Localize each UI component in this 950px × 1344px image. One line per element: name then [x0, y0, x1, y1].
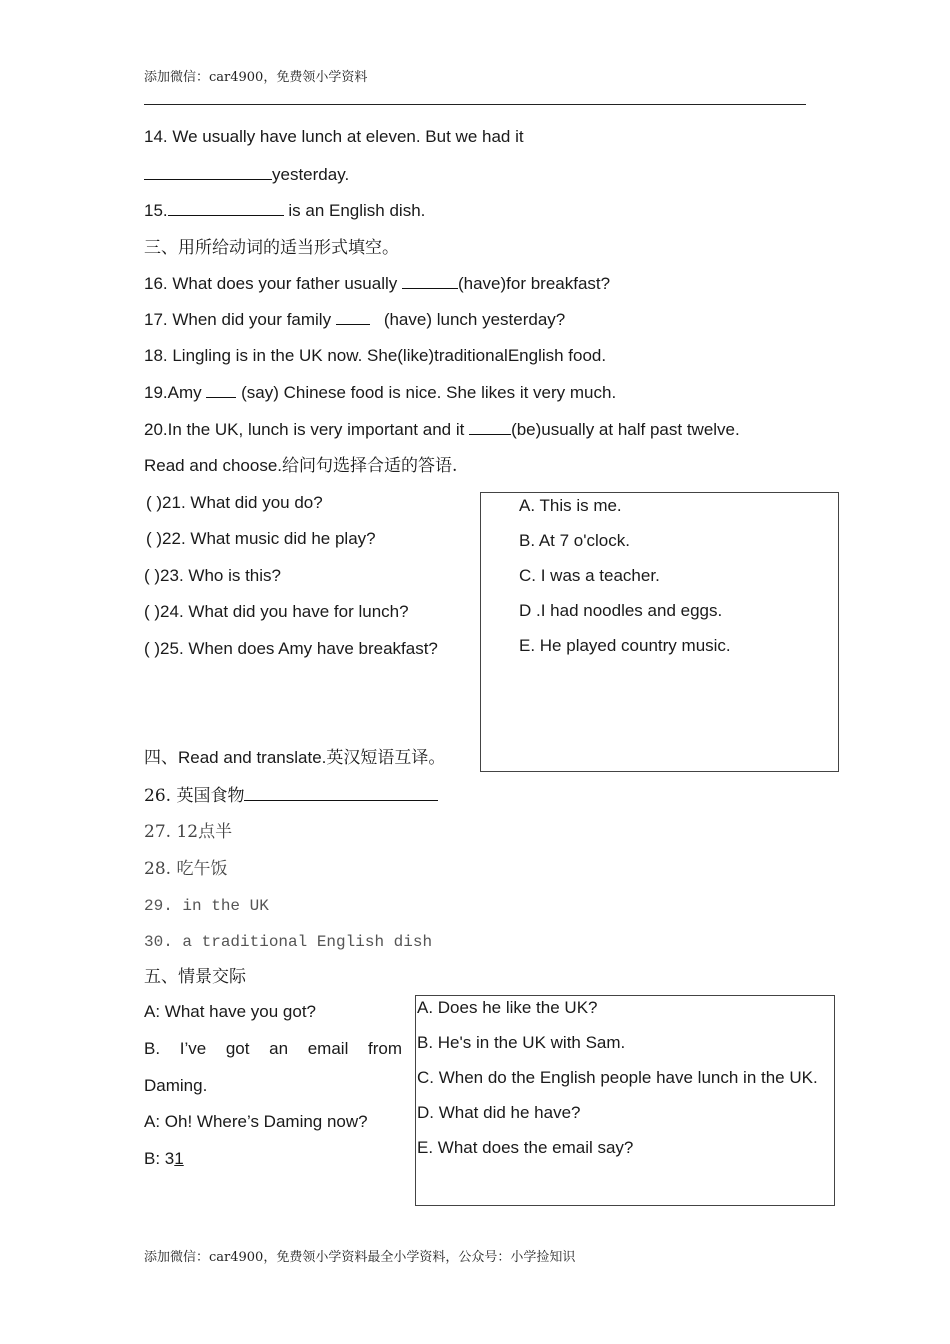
answer-option-b: B. At 7 o'clock.: [519, 531, 630, 550]
answer-blank-16[interactable]: [402, 272, 458, 289]
section-4-title: 四、Read and translate.英汉短语互译。: [144, 748, 446, 768]
question-21: ( )21. What did you do?: [146, 493, 323, 512]
question-23: ( )23. Who is this?: [144, 566, 281, 585]
dialogue-option-e: E. What does the email say?: [417, 1138, 634, 1157]
question-14-line1: 14. We usually have lunch at eleven. But we had it: [144, 127, 524, 146]
answer-blank-20[interactable]: [469, 418, 511, 435]
answer-option-a: A. This is me.: [519, 496, 622, 515]
answer-blank-14[interactable]: [144, 163, 272, 180]
dialogue-option-d: D. What did he have?: [417, 1103, 581, 1122]
answer-option-c: C. I was a teacher.: [519, 566, 660, 585]
question-20: 20.In the UK, lunch is very important and it (be)usually at half past twelve.: [144, 420, 740, 439]
question-24: ( )24. What did you have for lunch?: [144, 602, 409, 621]
section-3-title: 三、用所给动词的适当形式填空。: [144, 238, 399, 258]
dialogue-option-c: C. When do the English people have lunch in the UK.: [417, 1068, 818, 1087]
translate-26: 26. 英国食物: [144, 784, 438, 807]
translate-30: 30. a traditional English dish: [144, 933, 433, 951]
header-divider: [144, 104, 806, 105]
dialogue-a1: A: What have you got?: [144, 1002, 316, 1021]
question-19: 19.Amy (say) Chinese food is nice. She likes it very much.: [144, 383, 617, 402]
page-header: 添加微信：car4900，免费领小学资料: [144, 70, 368, 85]
question-17: 17. When did your family (have) lunch yesterday?: [144, 310, 566, 329]
answer-blank-17[interactable]: [336, 308, 370, 325]
page-footer: 添加微信：car4900，免费领小学资料最全小学资料，公众号：小学捡知识: [144, 1250, 576, 1265]
dialogue-option-b: B. He's in the UK with Sam.: [417, 1033, 626, 1052]
answer-option-e: E. He played country music.: [519, 636, 731, 655]
dialogue-a2: A: Oh! Where’s Daming now?: [144, 1112, 368, 1131]
dialogue-option-a: A. Does he like the UK?: [417, 998, 598, 1017]
question-18: 18. Lingling is in the UK now. She(like)traditionalEnglish food.: [144, 346, 607, 365]
question-15: 15. is an English dish.: [144, 201, 426, 220]
translate-29: 29. in the UK: [144, 897, 269, 915]
answer-blank-15[interactable]: [168, 199, 284, 216]
answer-option-d: D .I had noodles and eggs.: [519, 601, 723, 620]
dialogue-b2: B: 31: [144, 1149, 184, 1168]
translate-28: 28. 吃午饭: [144, 859, 228, 879]
question-14-line2: yesterday.: [144, 163, 349, 186]
section-5-title: 五、情景交际: [144, 967, 246, 987]
translate-27: 27. 12点半: [144, 822, 233, 842]
question-22: ( )22. What music did he play?: [146, 529, 376, 548]
dialogue-options-box: [415, 995, 835, 1206]
answer-blank-19[interactable]: [206, 381, 236, 398]
read-choose-title: Read and choose.给问句选择合适的答语.: [144, 456, 458, 476]
answer-blank-31[interactable]: 1: [174, 1149, 184, 1168]
answer-blank-26[interactable]: [244, 784, 438, 801]
dialogue-b1-cont: Daming.: [144, 1076, 208, 1095]
question-16: 16. What does your father usually (have)for breakfast?: [144, 274, 611, 293]
dialogue-b1: B. I’ve got an email from: [144, 1039, 402, 1058]
question-25: ( )25. When does Amy have breakfast?: [144, 639, 438, 658]
